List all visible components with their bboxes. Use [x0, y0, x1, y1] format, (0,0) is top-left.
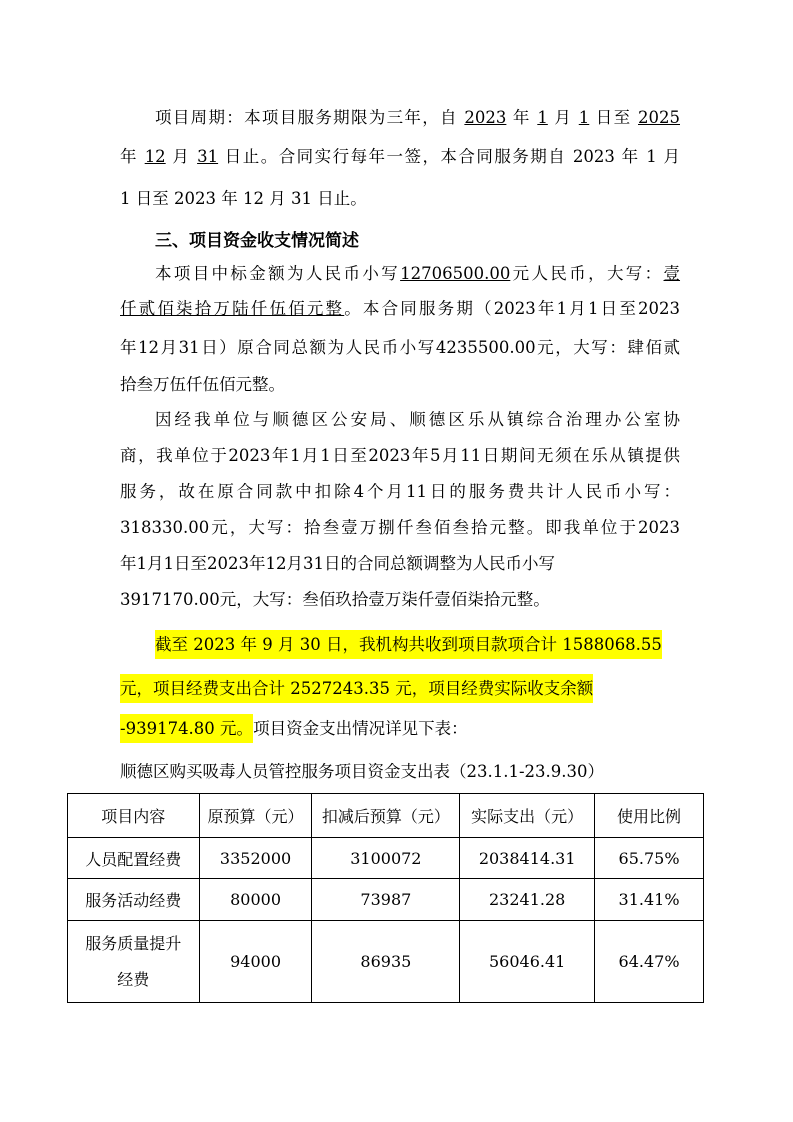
underlined-year-end: 2025: [638, 108, 680, 127]
summary-line-2: [120, 677, 680, 701]
text: 月: [165, 147, 198, 166]
table-caption: 顺德区购买吸毒人员管控服务项目资金支出表（23.1.1-23.9.30）: [120, 762, 605, 781]
text: 年: [506, 108, 538, 127]
table-row: [68, 838, 704, 879]
cell-actual-expense: 2038414.31: [460, 838, 595, 879]
underlined-month-end: 12: [144, 147, 166, 166]
highlighted-text: 截至 2023 年 9 月 30 日，我机构共收到项目款项合计 1588068.55: [155, 630, 662, 659]
cell-item-line-1: 服务质量提升: [85, 933, 182, 953]
cell-item: 人员配置经费: [68, 838, 200, 879]
cell-usage-ratio: 64.47%: [595, 921, 704, 1003]
underlined-amount-words: 壹: [663, 264, 681, 283]
amount-line-3: 年12月31日）原合同总额为人民币小写4235500.00元，大写：肆佰贰: [120, 338, 680, 357]
adjust-line-5: 年1月1日至2023年12月31日的合同总额调整为人民币小写: [120, 554, 555, 573]
adjust-line-1: 因经我单位与顺德区公安局、顺德区乐从镇综合治理办公室协: [155, 410, 680, 429]
header-actual-expense: 实际支出（元）: [460, 794, 595, 838]
underlined-day-end: 31: [197, 147, 219, 166]
cell-original-budget: 80000: [199, 879, 312, 921]
period-line-3: 1 日至 2023 年 12 月 31 日止。: [120, 189, 367, 208]
header-adjusted-budget: 扣减后预算（元）: [312, 794, 460, 838]
header-usage-ratio: 使用比例: [595, 794, 704, 838]
text: 。本合同服务期（2023年1月1日至2023: [344, 299, 680, 318]
summary-line-3: [120, 717, 680, 741]
amount-line-1: [155, 262, 680, 286]
cell-item: 服务活动经费: [68, 879, 200, 921]
period-line-2: [120, 145, 680, 169]
text: 项目资金支出情况详见下表：: [253, 719, 468, 738]
header-item: 项目内容: [68, 794, 200, 838]
table-header-row: [68, 794, 704, 838]
highlighted-text: 元，项目经费支出合计 2527243.35 元，项目经费实际收支余额: [120, 674, 593, 703]
text: 元人民币，大写：: [510, 264, 664, 283]
cell-actual-expense: 23241.28: [460, 879, 595, 921]
text: 本项目中标金额为人民币小写: [155, 264, 401, 283]
underlined-day-start: 1: [578, 108, 590, 127]
cell-adjusted-budget: 3100072: [312, 838, 460, 879]
text: 月: [547, 108, 579, 127]
text: 日至: [589, 108, 638, 127]
text: 日止。合同实行每年一签，本合同服务期自 2023 年 1 月: [218, 147, 680, 166]
underlined-month-start: 1: [537, 108, 548, 127]
amount-line-4: 拾叁万伍仟伍佰元整。: [120, 375, 285, 394]
table-row: [68, 879, 704, 921]
adjust-line-3: 服务，故在原合同款中扣除4个月11日的服务费共计人民币小写：: [120, 482, 680, 501]
underlined-bid-amount: 12706500.00: [400, 264, 511, 283]
adjust-line-2: 商，我单位于2023年1月1日至2023年5月11日期间无须在乐从镇提供: [120, 446, 680, 465]
highlighted-balance: -939174.80 元。: [120, 714, 253, 743]
cell-item: [68, 921, 200, 1003]
cell-adjusted-budget: 86935: [312, 921, 460, 1003]
section-title: 三、项目资金收支情况简述: [155, 231, 359, 251]
cell-original-budget: 94000: [199, 921, 312, 1003]
text: 年: [120, 147, 145, 166]
cell-usage-ratio: 65.75%: [595, 838, 704, 879]
table-row: [68, 921, 704, 1003]
expenditure-table: [67, 793, 704, 1003]
header-original-budget: 原预算（元）: [199, 794, 312, 838]
underlined-year-start: 2023: [464, 108, 507, 127]
text: 项目周期：本项目服务期限为三年，自: [155, 108, 465, 127]
cell-original-budget: 3352000: [199, 838, 312, 879]
summary-line-1: [155, 633, 680, 657]
underlined-amount-words: 仟贰佰柒拾万陆仟伍佰元整: [120, 299, 345, 318]
cell-actual-expense: 56046.41: [460, 921, 595, 1003]
cell-item-line-2: 经费: [117, 969, 150, 989]
adjust-line-6: 3917170.00元，大写：叁佰玖拾壹万柒仟壹佰柒拾元整。: [120, 590, 550, 609]
period-line-1: [155, 106, 680, 130]
cell-usage-ratio: 31.41%: [595, 879, 704, 921]
cell-adjusted-budget: 73987: [312, 879, 460, 921]
amount-line-2: [120, 297, 680, 321]
adjust-line-4: 318330.00元，大写：拾叁壹万捌仟叁佰叁拾元整。即我单位于2023: [120, 518, 680, 537]
